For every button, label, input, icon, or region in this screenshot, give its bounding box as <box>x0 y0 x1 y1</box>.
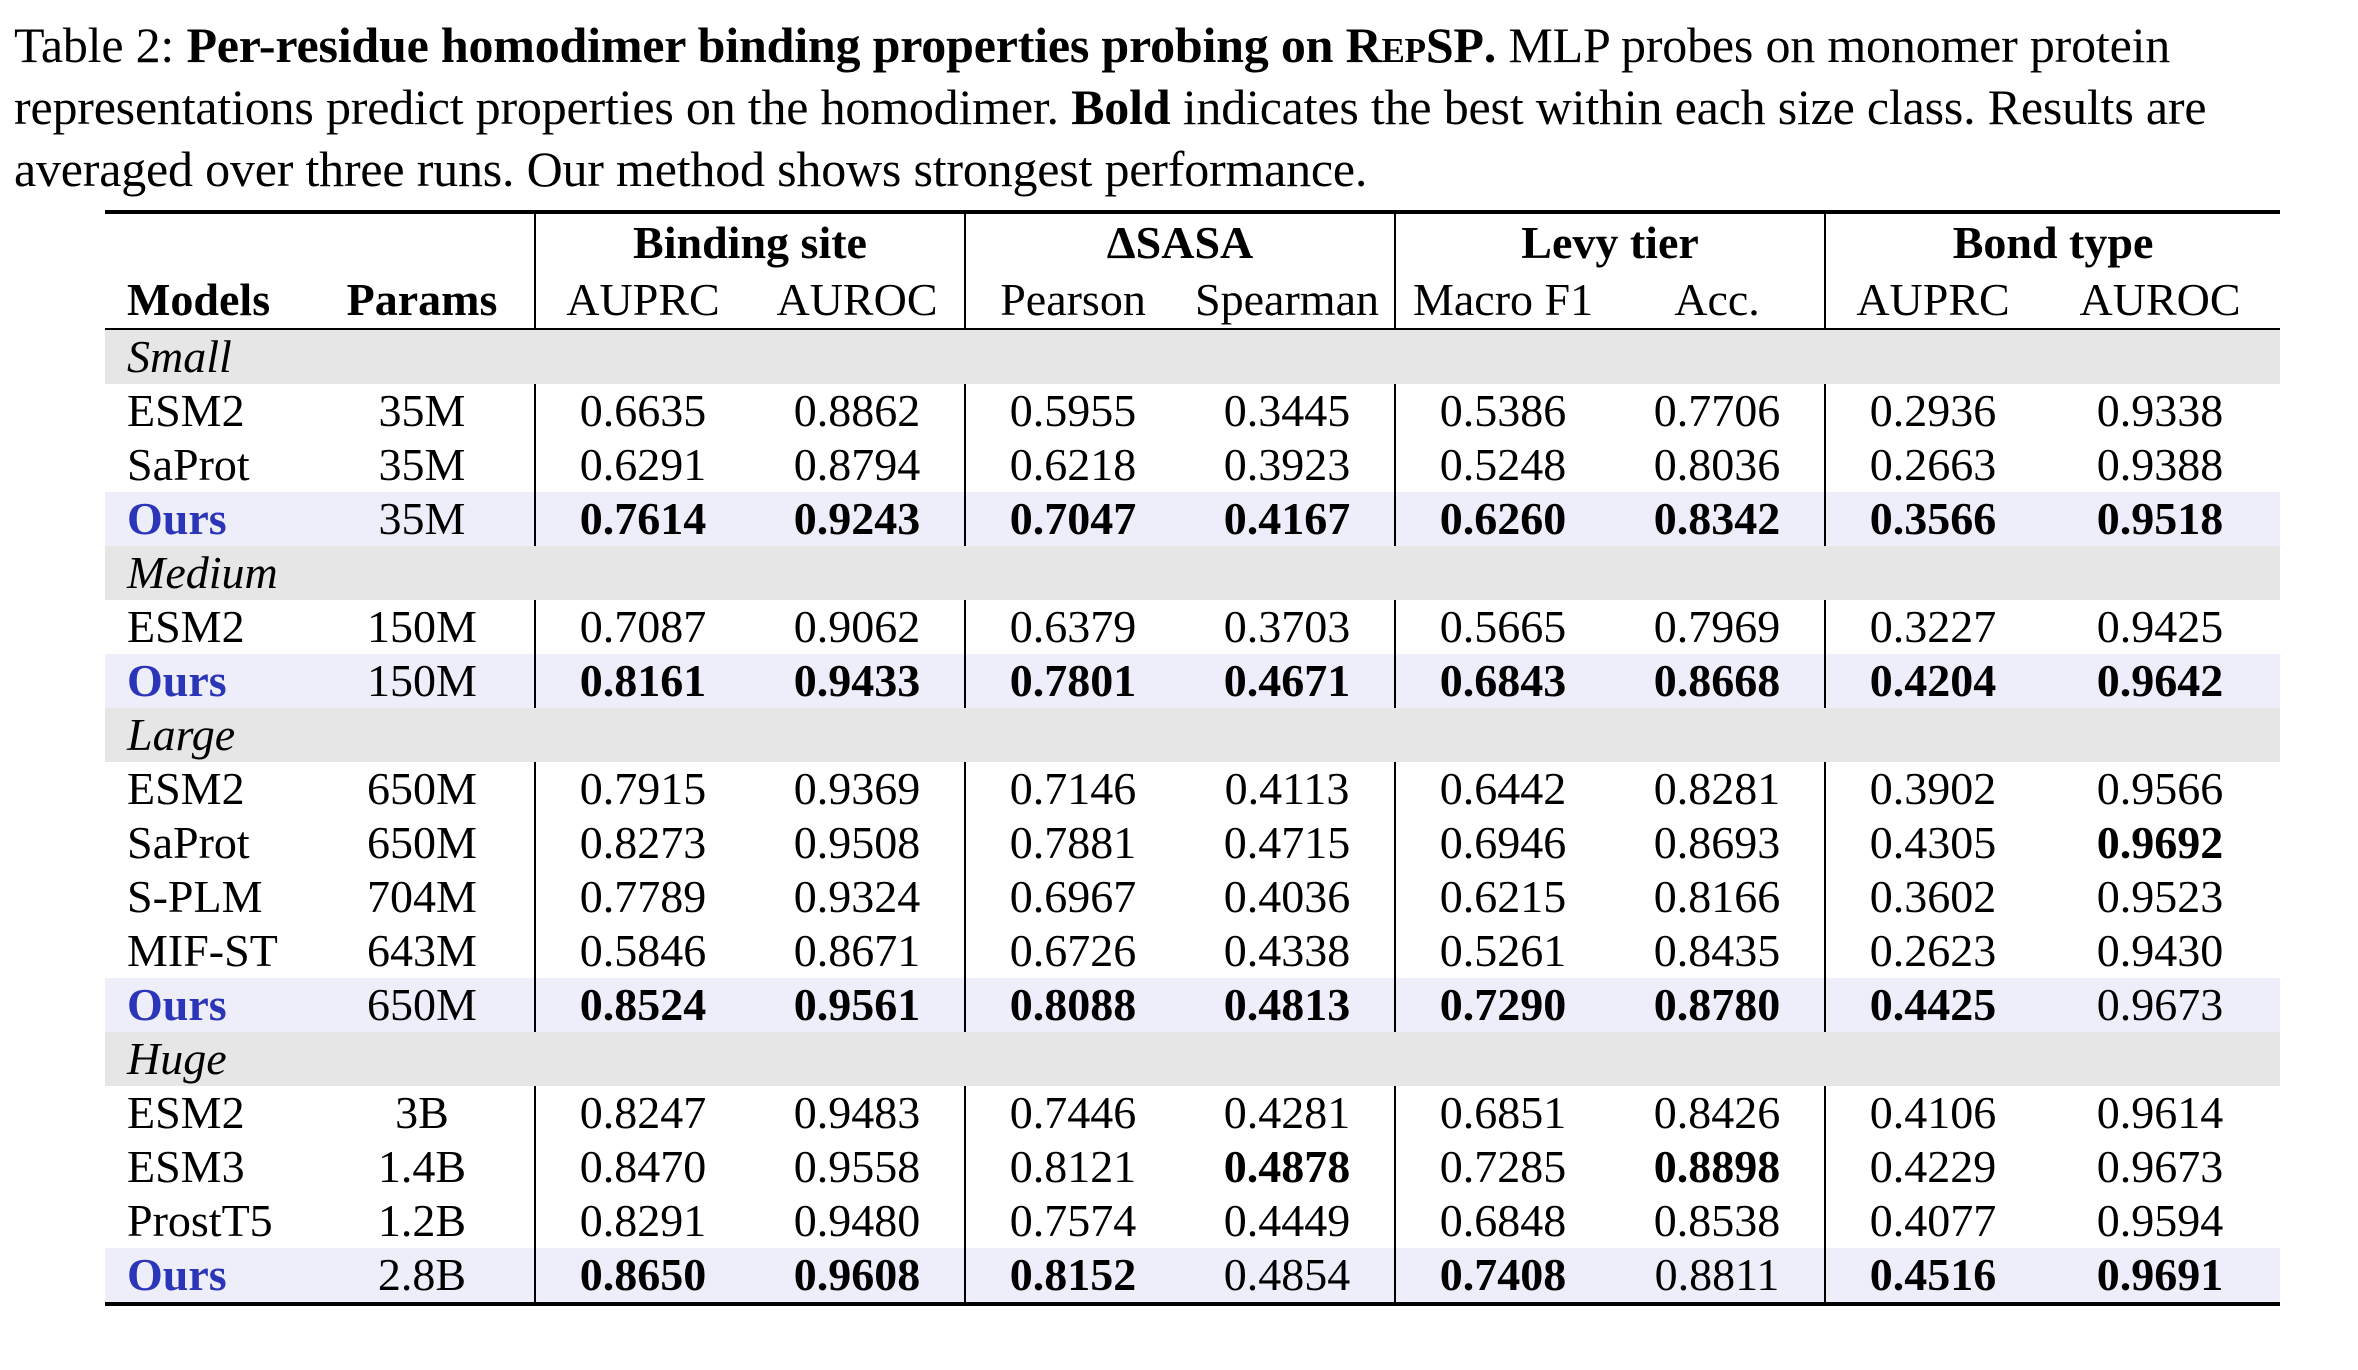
model-name: Ours <box>105 492 310 546</box>
metric-cell: 0.8671 <box>750 924 965 978</box>
metric-cell: 0.4036 <box>1180 870 1395 924</box>
metric-cell: 0.7789 <box>579 871 707 922</box>
metric-cell: 0.2936 <box>1869 385 1997 436</box>
metric-cell: 0.4854 <box>1180 1248 1395 1304</box>
table-caption <box>14 14 2344 200</box>
metric-cell: 0.3602 <box>1869 871 1997 922</box>
section-row-small <box>105 329 2280 384</box>
metric-cell: 0.8470 <box>579 1141 707 1192</box>
metric-cell: 0.5846 <box>579 925 707 976</box>
metric-cell: 0.9558 <box>750 1140 965 1194</box>
caption-text-2: indicates the best within each size class. Results are averaged over three runs. Our method shows strongest performance. <box>14 79 2207 197</box>
table-row <box>105 654 2280 708</box>
table-row <box>105 1194 2280 1248</box>
header-sasa-pearson: Pearson <box>965 272 1180 329</box>
metric-cell: 0.9369 <box>750 762 965 816</box>
model-params: 35M <box>310 384 535 438</box>
table-body <box>105 329 2280 1304</box>
metric-cell: 0.3227 <box>1869 601 1997 652</box>
group-binding-site: Binding site <box>535 212 965 272</box>
metric-cell: 0.8650 <box>535 1248 750 1304</box>
section-label: Small <box>105 329 2280 384</box>
metric-cell: 0.9338 <box>2096 385 2224 436</box>
metric-cell: 0.9691 <box>2040 1248 2280 1304</box>
metric-cell: 0.9480 <box>750 1194 965 1248</box>
metric-cell: 0.7614 <box>535 492 750 546</box>
metric-cell: 0.7706 <box>1610 384 1825 438</box>
metric-cell: 0.7146 <box>1009 763 1137 814</box>
metric-cell: 0.8291 <box>579 1195 707 1246</box>
table-row <box>105 384 2280 438</box>
metric-cell: 0.5248 <box>1439 439 1567 490</box>
table-row <box>105 1086 2280 1140</box>
table-row <box>105 1248 2280 1304</box>
metric-cell: 0.6848 <box>1439 1195 1567 1246</box>
metric-cell: 0.9508 <box>750 816 965 870</box>
metric-cell: 0.4204 <box>1825 654 2040 708</box>
model-name: Ours <box>105 1248 310 1304</box>
caption-title-a: Per-residue homodimer binding properties probing on <box>186 17 1346 73</box>
header-params: Params <box>310 272 535 329</box>
metric-cell: 0.9608 <box>750 1248 965 1304</box>
metric-cell: 0.4813 <box>1180 978 1395 1032</box>
metric-cell: 0.8247 <box>579 1087 707 1138</box>
metric-cell: 0.8780 <box>1610 978 1825 1032</box>
caption-dataset: RepSP <box>1345 17 1484 73</box>
metric-cell: 0.4077 <box>1869 1195 1997 1246</box>
metric-cell: 0.7969 <box>1610 600 1825 654</box>
header-bond-auroc: AUROC <box>2040 272 2280 329</box>
metric-cell: 0.8281 <box>1610 762 1825 816</box>
header-binding-auprc: AUPRC <box>535 272 750 329</box>
metric-cell: 0.5665 <box>1439 601 1567 652</box>
header-bond-auprc: AUPRC <box>1825 272 2040 329</box>
table-row <box>105 978 2280 1032</box>
header-sasa-spearman: Spearman <box>1180 272 1395 329</box>
caption-text-1: MLP probes on monomer protein representations predict properties on the homodimer. <box>14 17 2171 135</box>
section-label: Medium <box>105 546 2280 600</box>
table-row <box>105 762 2280 816</box>
group-delta-sasa: ΔSASA <box>965 212 1395 272</box>
group-levy-tier: Levy tier <box>1395 212 1825 272</box>
metric-cell: 0.7047 <box>965 492 1180 546</box>
metric-cell: 0.5261 <box>1439 925 1567 976</box>
table-header <box>105 212 2280 329</box>
model-params: 35M <box>310 438 535 492</box>
metric-cell: 0.6635 <box>579 385 707 436</box>
model-params: 35M <box>310 492 535 546</box>
metric-cell: 0.7801 <box>965 654 1180 708</box>
metric-cell: 0.8121 <box>1009 1141 1137 1192</box>
metric-cell: 0.8426 <box>1610 1086 1825 1140</box>
metric-cell: 0.4516 <box>1825 1248 2040 1304</box>
metric-cell: 0.4715 <box>1180 816 1395 870</box>
header-models: Models <box>105 272 310 329</box>
metric-cell: 0.8862 <box>750 384 965 438</box>
metric-cell: 0.4449 <box>1180 1194 1395 1248</box>
model-params: 3B <box>310 1086 535 1140</box>
metric-cell: 0.6215 <box>1439 871 1567 922</box>
metric-cell: 0.9566 <box>2096 763 2224 814</box>
metric-cell: 0.9433 <box>750 654 965 708</box>
metric-cell: 0.8161 <box>535 654 750 708</box>
table-row <box>105 870 2280 924</box>
metric-cell: 0.9483 <box>750 1086 965 1140</box>
caption-title <box>186 17 1496 73</box>
metric-cell: 0.8898 <box>1610 1140 1825 1194</box>
section-row-medium <box>105 546 2280 600</box>
model-name: ESM2 <box>127 1087 245 1138</box>
metric-cell: 0.9642 <box>2040 654 2280 708</box>
section-label: Huge <box>105 1032 2280 1086</box>
metric-cell: 0.8668 <box>1610 654 1825 708</box>
model-name: SaProt <box>127 817 250 868</box>
metric-cell: 0.4167 <box>1180 492 1395 546</box>
header-subcol-row <box>105 272 2280 329</box>
table-row <box>105 1140 2280 1194</box>
header-levy-acc: Acc. <box>1610 272 1825 329</box>
header-levy-macro-f1: Macro F1 <box>1395 272 1610 329</box>
group-bond-type: Bond type <box>1952 217 2154 268</box>
metric-cell: 0.4338 <box>1180 924 1395 978</box>
header-binding-auroc: AUROC <box>750 272 965 329</box>
metric-cell: 0.8524 <box>535 978 750 1032</box>
metric-cell: 0.6260 <box>1395 492 1610 546</box>
metric-cell: 0.9692 <box>2096 817 2224 868</box>
metric-cell: 0.3445 <box>1180 384 1395 438</box>
metric-cell: 0.4229 <box>1869 1141 1997 1192</box>
section-row-huge <box>105 1032 2280 1086</box>
model-params: 650M <box>310 816 535 870</box>
metric-cell: 0.9388 <box>2096 439 2224 490</box>
metric-cell: 0.3902 <box>1869 763 1997 814</box>
metric-cell: 0.4425 <box>1825 978 2040 1032</box>
metric-cell: 0.7290 <box>1395 978 1610 1032</box>
model-params: 2.8B <box>310 1248 535 1304</box>
metric-cell: 0.4281 <box>1180 1086 1395 1140</box>
metric-cell: 0.8693 <box>1610 816 1825 870</box>
caption-label: Table 2: <box>14 17 175 73</box>
metric-cell: 0.6218 <box>1009 439 1137 490</box>
metric-cell: 0.2623 <box>1869 925 1997 976</box>
metric-cell: 0.3566 <box>1825 492 2040 546</box>
table-row <box>105 438 2280 492</box>
table-row <box>105 492 2280 546</box>
metric-cell: 0.9523 <box>2096 871 2224 922</box>
model-params: 650M <box>310 762 535 816</box>
metric-cell: 0.9594 <box>2096 1195 2224 1246</box>
metric-cell: 0.8166 <box>1610 870 1825 924</box>
model-name: SaProt <box>127 439 250 490</box>
model-name: ProstT5 <box>127 1195 273 1246</box>
metric-cell: 0.6946 <box>1439 817 1567 868</box>
metric-cell: 0.6843 <box>1395 654 1610 708</box>
metric-cell: 0.9561 <box>750 978 965 1032</box>
metric-cell: 0.8794 <box>750 438 965 492</box>
model-name: S-PLM <box>127 871 263 922</box>
metric-cell: 0.7915 <box>579 763 707 814</box>
section-row-large <box>105 708 2280 762</box>
metric-cell: 0.8036 <box>1610 438 1825 492</box>
model-params: 1.4B <box>310 1140 535 1194</box>
model-name: ESM2 <box>127 601 245 652</box>
metric-cell: 0.6291 <box>579 439 707 490</box>
metric-cell: 0.3703 <box>1180 600 1395 654</box>
metric-cell: 0.8152 <box>965 1248 1180 1304</box>
metric-cell: 0.4106 <box>1869 1087 1997 1138</box>
model-params: 704M <box>310 870 535 924</box>
metric-cell: 0.4305 <box>1869 817 1997 868</box>
metric-cell: 0.2663 <box>1869 439 1997 490</box>
metric-cell: 0.9673 <box>2096 1141 2224 1192</box>
metric-cell: 0.5955 <box>1009 385 1137 436</box>
metric-cell: 0.7408 <box>1395 1248 1610 1304</box>
metric-cell: 0.9243 <box>750 492 965 546</box>
metric-cell: 0.4671 <box>1180 654 1395 708</box>
model-name: ESM2 <box>127 385 245 436</box>
metric-cell: 0.6726 <box>1009 925 1137 976</box>
model-name: Ours <box>105 654 310 708</box>
metric-cell: 0.8435 <box>1610 924 1825 978</box>
table-row <box>105 924 2280 978</box>
model-name: Ours <box>105 978 310 1032</box>
metric-cell: 0.6851 <box>1439 1087 1567 1138</box>
metric-cell: 0.8088 <box>965 978 1180 1032</box>
model-params: 150M <box>310 654 535 708</box>
table-row <box>105 816 2280 870</box>
metric-cell: 0.8342 <box>1610 492 1825 546</box>
metric-cell: 0.6967 <box>1009 871 1137 922</box>
model-params: 150M <box>310 600 535 654</box>
metric-cell: 0.4878 <box>1180 1140 1395 1194</box>
metric-cell: 0.7285 <box>1439 1141 1567 1192</box>
model-name: ESM2 <box>127 763 245 814</box>
metric-cell: 0.9614 <box>2096 1087 2224 1138</box>
metric-cell: 0.7087 <box>579 601 707 652</box>
metric-cell: 0.7881 <box>1009 817 1137 868</box>
metric-cell: 0.9062 <box>750 600 965 654</box>
metric-cell: 0.9430 <box>2096 925 2224 976</box>
results-table <box>105 210 2280 1306</box>
metric-cell: 0.9518 <box>2040 492 2280 546</box>
metric-cell: 0.5386 <box>1439 385 1567 436</box>
model-name: ESM3 <box>127 1141 245 1192</box>
metric-cell: 0.7574 <box>1009 1195 1137 1246</box>
caption-title-b: . <box>1483 17 1497 73</box>
model-params: 643M <box>310 924 535 978</box>
metric-cell: 0.9324 <box>750 870 965 924</box>
metric-cell: 0.7446 <box>1009 1087 1137 1138</box>
section-label: Large <box>105 708 2280 762</box>
model-params: 650M <box>310 978 535 1032</box>
metric-cell: 0.9425 <box>2096 601 2224 652</box>
metric-cell: 0.8273 <box>579 817 707 868</box>
caption-bold-word: Bold <box>1071 79 1171 135</box>
header-group-row <box>105 212 2280 272</box>
table-row <box>105 600 2280 654</box>
metric-cell: 0.4113 <box>1180 762 1395 816</box>
metric-cell: 0.8811 <box>1610 1248 1825 1304</box>
model-name: MIF-ST <box>127 925 278 976</box>
metric-cell: 0.6442 <box>1439 763 1567 814</box>
metric-cell: 0.6379 <box>1009 601 1137 652</box>
metric-cell: 0.3923 <box>1180 438 1395 492</box>
metric-cell: 0.8538 <box>1610 1194 1825 1248</box>
model-params: 1.2B <box>310 1194 535 1248</box>
metric-cell: 0.9673 <box>2040 978 2280 1032</box>
